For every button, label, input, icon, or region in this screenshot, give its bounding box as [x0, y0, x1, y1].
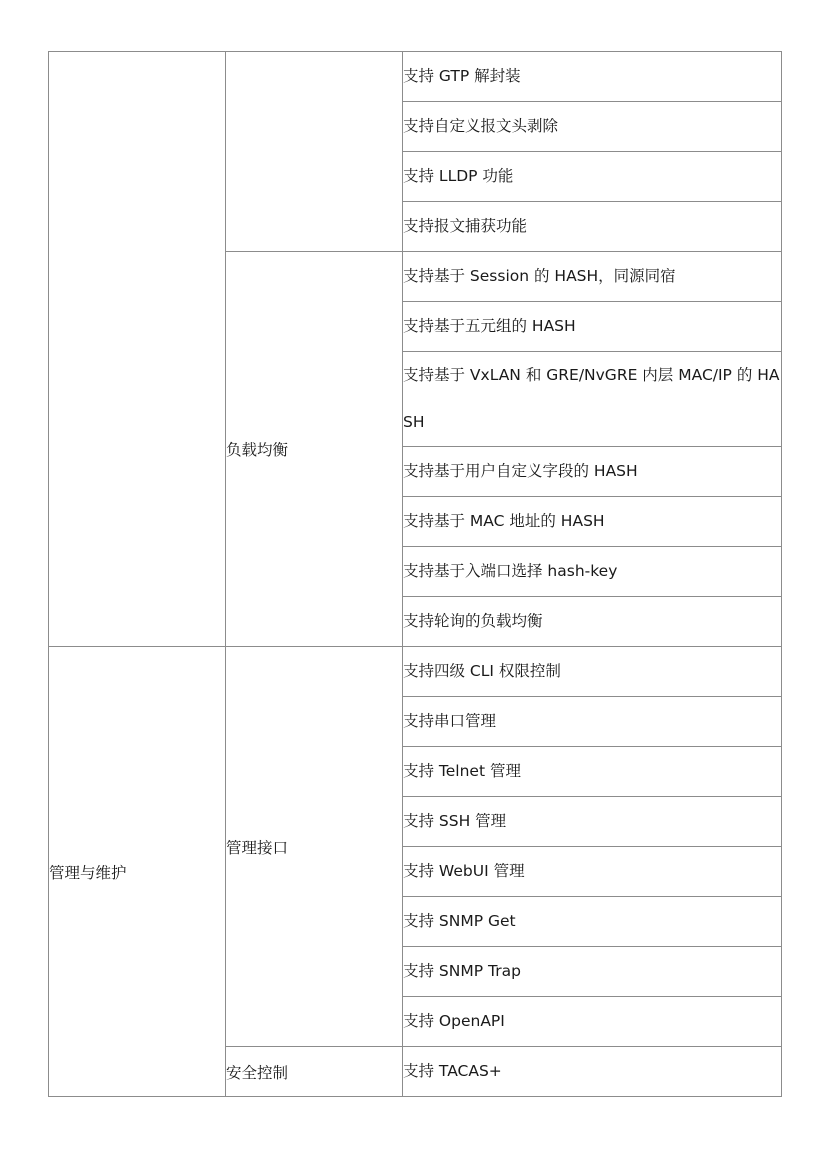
feature-cell: 支持 SNMP Get — [403, 897, 782, 947]
feature-cell: 支持基于五元组的 HASH — [403, 302, 782, 352]
table-row — [49, 52, 782, 102]
feature-cell: 支持串口管理 — [403, 697, 782, 747]
feature-cell: 支持基于入端口选择 hash-key — [403, 547, 782, 597]
feature-cell — [403, 352, 782, 447]
feature-cell: 支持基于 MAC 地址的 HASH — [403, 497, 782, 547]
feature-cell: 支持自定义报文头剥除 — [403, 102, 782, 152]
subcategory-cell: 负载均衡 — [226, 252, 403, 647]
feature-cell: 支持基于用户自定义字段的 HASH — [403, 447, 782, 497]
feature-text: 支持基于 VxLAN 和 GRE/NvGRE 内层 MAC/IP 的 HASH — [403, 366, 780, 431]
feature-cell: 支持 SSH 管理 — [403, 797, 782, 847]
category-cell — [49, 52, 226, 647]
subcategory-cell — [226, 52, 403, 252]
feature-cell: 支持 SNMP Trap — [403, 947, 782, 997]
feature-cell: 支持基于 Session 的 HASH，同源同宿 — [403, 252, 782, 302]
category-cell: 管理与维护 — [49, 647, 226, 1097]
feature-cell: 支持四级 CLI 权限控制 — [403, 647, 782, 697]
subcategory-cell: 安全控制 — [226, 1047, 403, 1097]
feature-spec-table — [48, 51, 782, 1097]
subcategory-cell: 管理接口 — [226, 647, 403, 1047]
feature-cell: 支持 GTP 解封装 — [403, 52, 782, 102]
feature-cell: 支持 OpenAPI — [403, 997, 782, 1047]
feature-cell: 支持 Telnet 管理 — [403, 747, 782, 797]
feature-cell: 支持 TACAS+ — [403, 1047, 782, 1097]
feature-cell: 支持轮询的负载均衡 — [403, 597, 782, 647]
feature-cell: 支持 WebUI 管理 — [403, 847, 782, 897]
table-row — [49, 647, 782, 697]
feature-cell: 支持 LLDP 功能 — [403, 152, 782, 202]
feature-cell: 支持报文捕获功能 — [403, 202, 782, 252]
